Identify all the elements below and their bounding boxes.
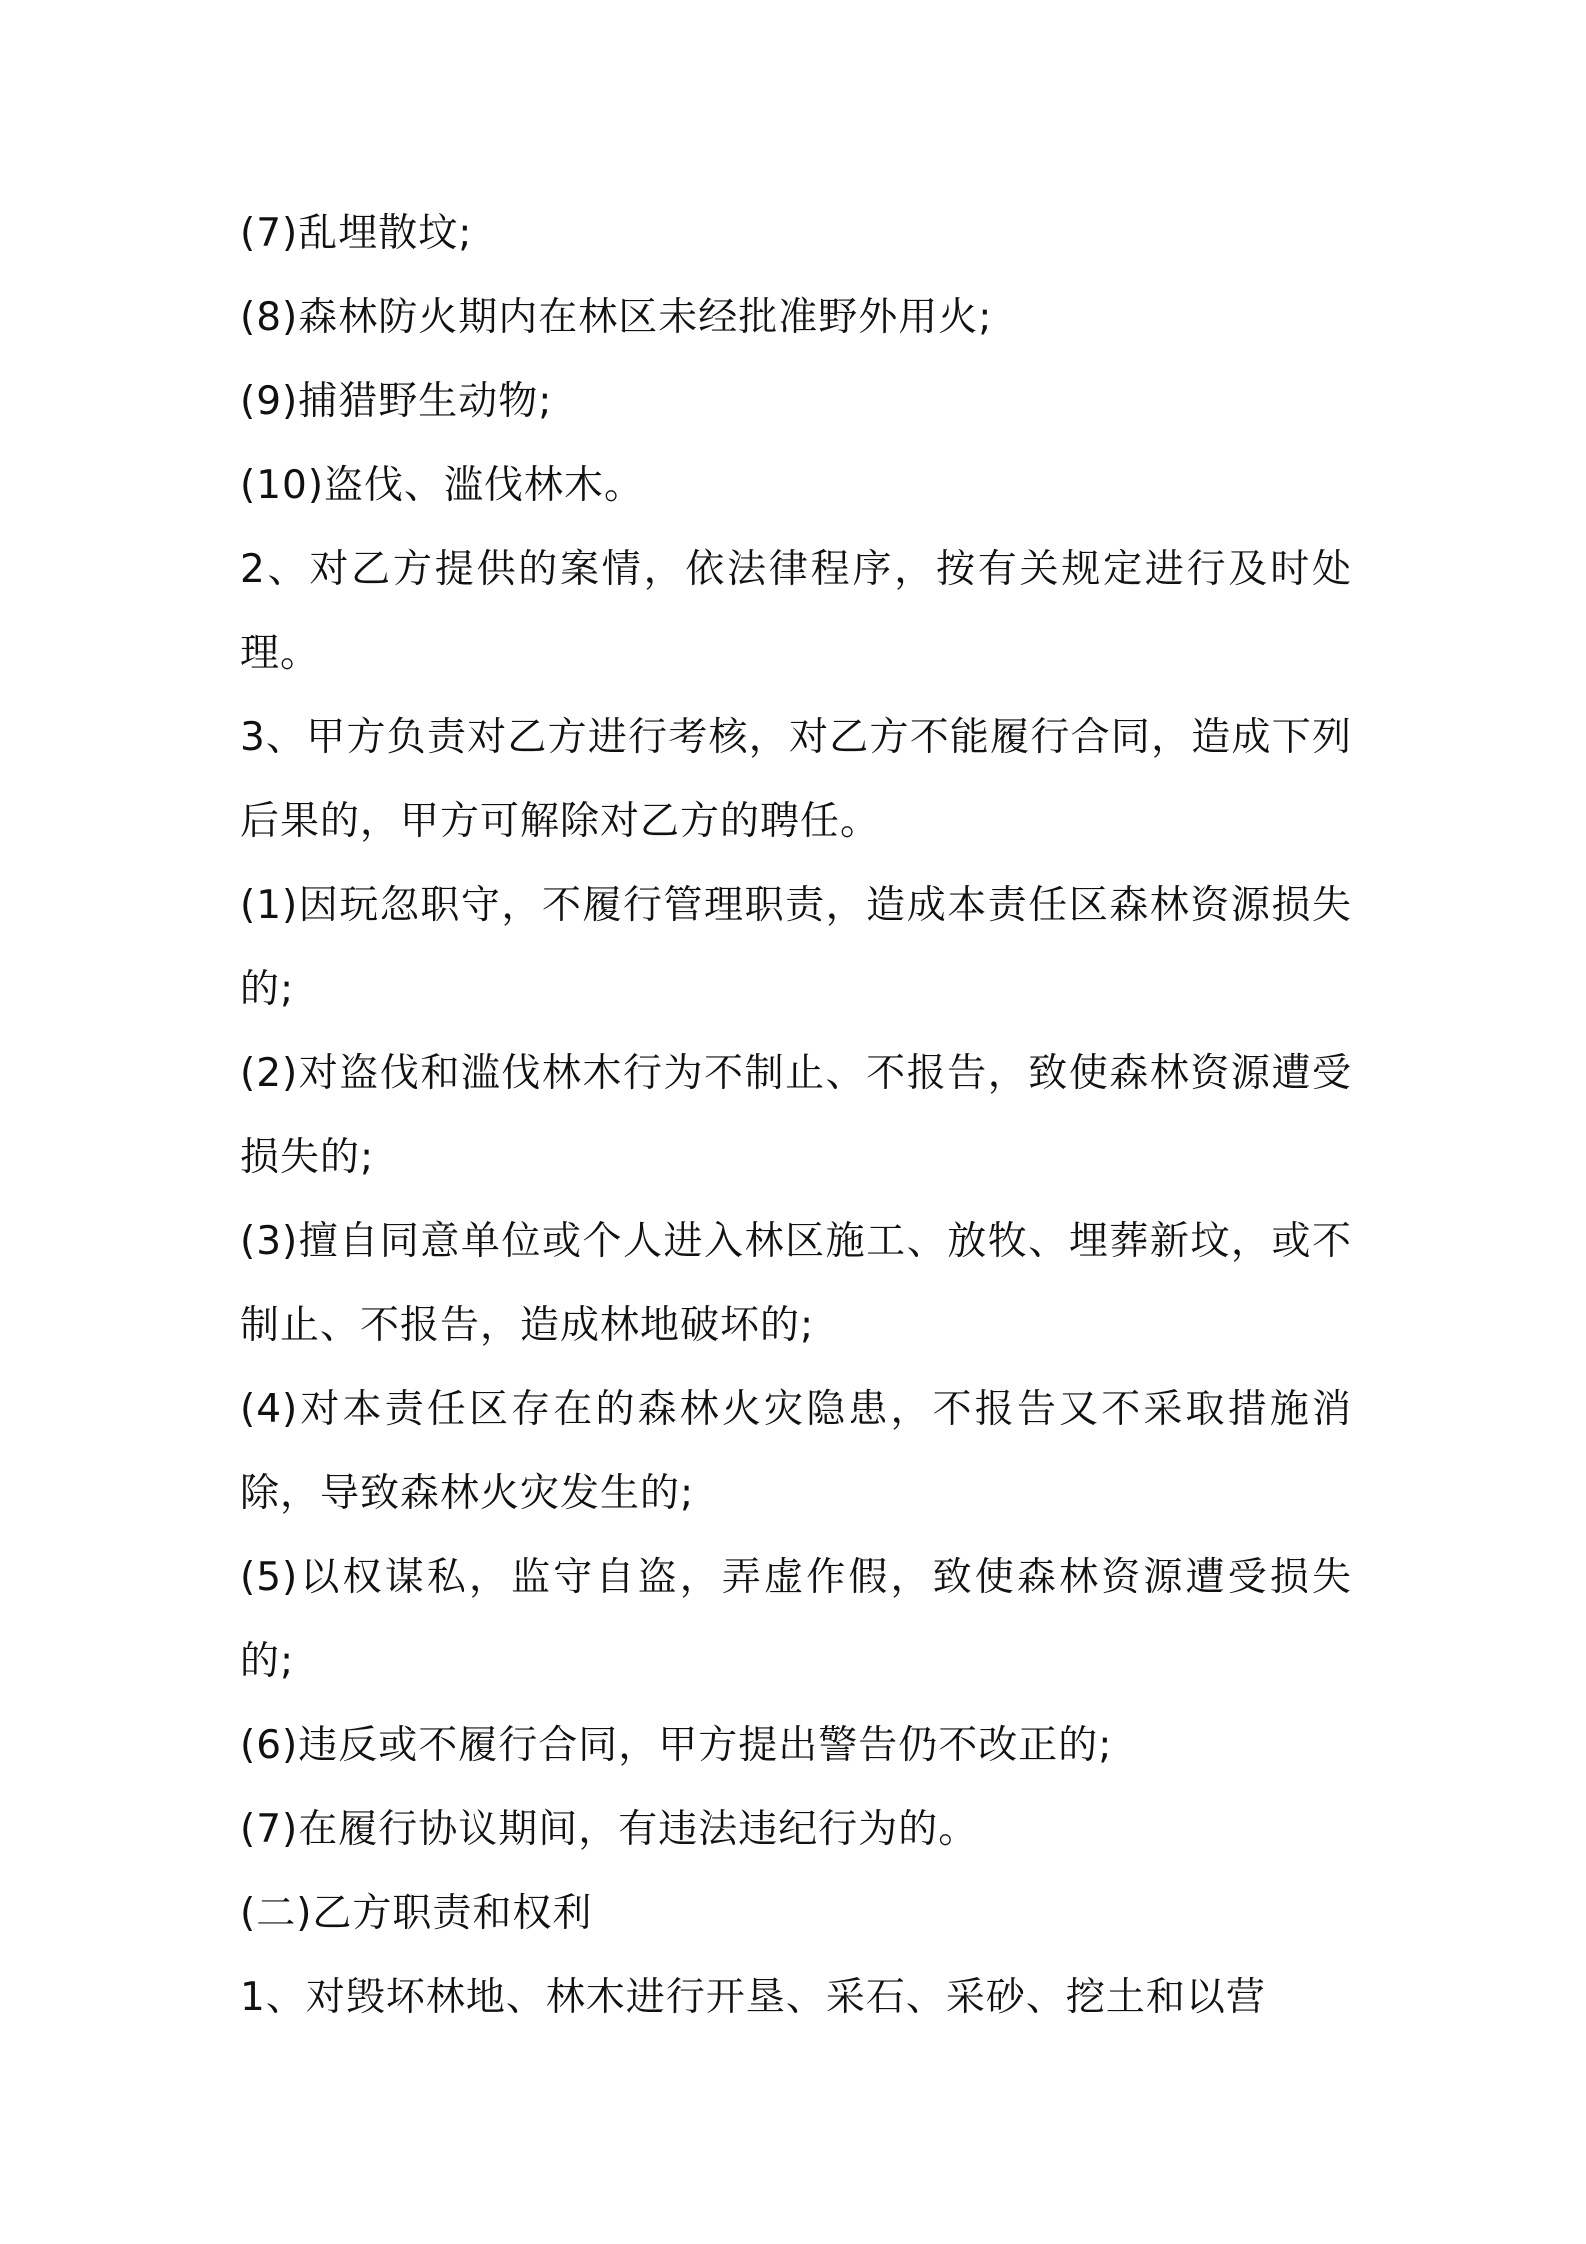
item-8-fire-use: (8)森林防火期内在林区未经批准野外用火; xyxy=(240,295,993,340)
item-7-burial: (7)乱埋散坟; xyxy=(240,211,473,256)
consequence-5-abuse-of-power: (5)以权谋私，监守自盗，弄虚作假，致使森林资源遭受损失的; xyxy=(240,1555,1352,1684)
consequence-7-violation: (7)在履行协议期间，有违法违纪行为的。 xyxy=(240,1807,979,1852)
consequence-4-fire-hazard: (4)对本责任区存在的森林火灾隐患，不报告又不采取措施消除，导致森林火灾发生的; xyxy=(240,1387,1352,1516)
section-heading-party-b: (二)乙方职责和权利 xyxy=(240,1891,593,1936)
item-9-hunting: (9)捕猎野生动物; xyxy=(240,379,553,424)
consequence-6-breach: (6)违反或不履行合同，甲方提出警告仍不改正的; xyxy=(240,1723,1113,1768)
clause-2-case-handling: 2、对乙方提供的案情，依法律程序，按有关规定进行及时处理。 xyxy=(240,547,1352,676)
clause-3-assessment: 3、甲方负责对乙方进行考核，对乙方不能履行合同，造成下列后果的，甲方可解除对乙方的聘任。 xyxy=(240,715,1352,844)
consequence-2-no-report: (2)对盗伐和滥伐林木行为不制止、不报告，致使森林资源遭受损失的; xyxy=(240,1051,1352,1180)
consequence-1-neglect: (1)因玩忽职守，不履行管理职责，造成本责任区森林资源损失的; xyxy=(240,883,1352,1012)
party-b-clause-1: 1、对毁坏林地、林木进行开垦、采石、采砂、挖土和以营 xyxy=(240,1975,1266,2020)
consequence-3-unauthorized-entry: (3)擅自同意单位或个人进入林区施工、放牧、埋葬新坟，或不制止、不报告，造成林地破坏的; xyxy=(240,1219,1352,1348)
item-10-logging: (10)盗伐、滥伐林木。 xyxy=(240,463,645,508)
document-page xyxy=(240,192,1352,2040)
